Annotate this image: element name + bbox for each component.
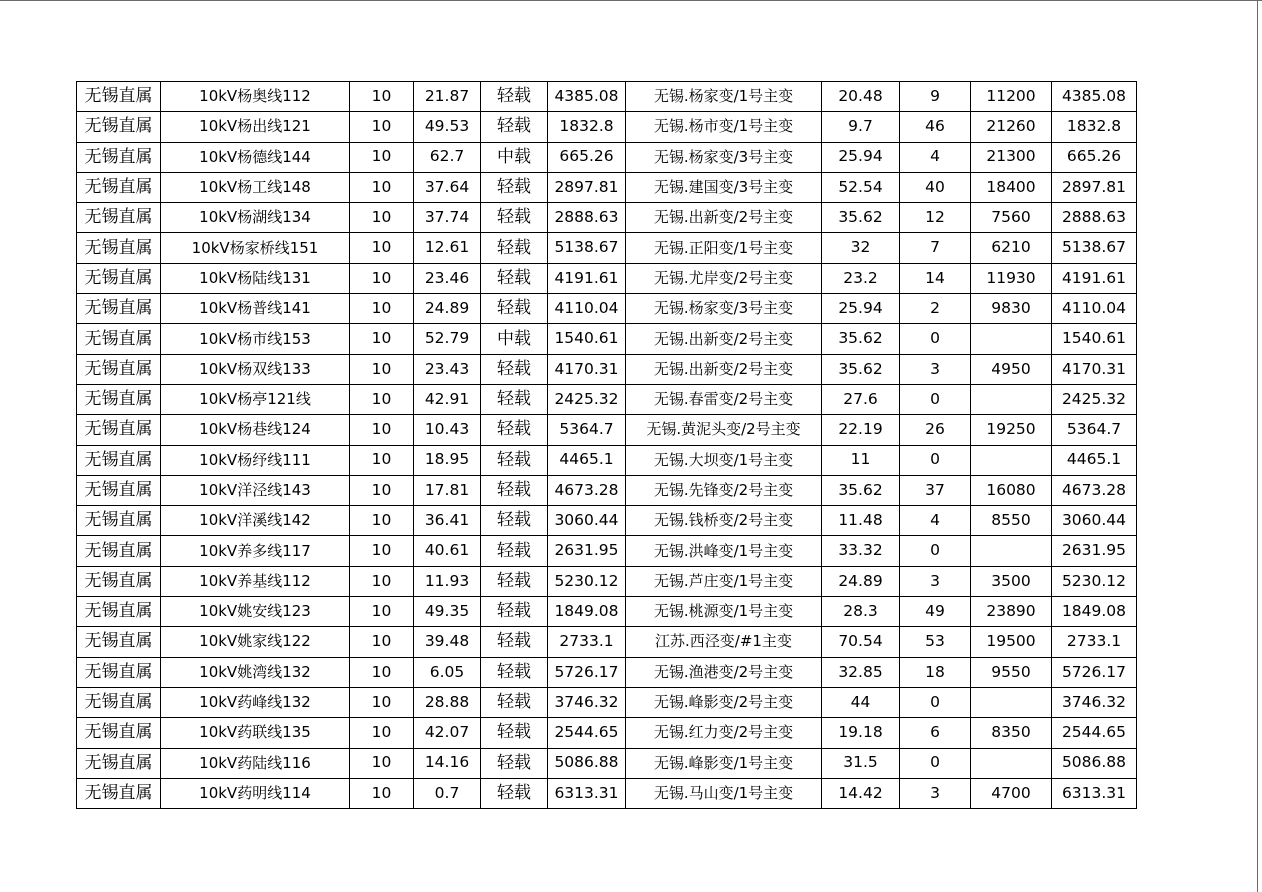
feeder-name-cell: 10kV杨工线148 (161, 172, 350, 202)
table-row (77, 294, 1137, 324)
remaining-capacity-cell: 4385.08 (1052, 82, 1137, 112)
transformer-cell: 无锡.渔港变/2号主变 (626, 657, 822, 687)
voltage-cell: 10 (350, 506, 414, 536)
feeder-name-cell: 10kV药陆线116 (161, 748, 350, 778)
transformer-cell: 无锡.芦庄变/1号主变 (626, 566, 822, 596)
capacity-cell: 8350 (971, 718, 1052, 748)
capacity-cell: 8550 (971, 506, 1052, 536)
org-cell: 无锡直属 (77, 263, 161, 293)
transformer-load-rate-cell: 27.6 (822, 384, 900, 414)
capacity-cell: 3500 (971, 566, 1052, 596)
remaining-capacity-cell: 3060.44 (1052, 506, 1137, 536)
remaining-capacity-cell: 1832.8 (1052, 112, 1137, 142)
remaining-capacity-cell: 665.26 (1052, 142, 1137, 172)
capacity-cell: 19500 (971, 627, 1052, 657)
available-capacity-cell: 2733.1 (548, 627, 626, 657)
table-row (77, 112, 1137, 142)
remaining-capacity-cell: 5086.88 (1052, 748, 1137, 778)
feeder-name-cell: 10kV药联线135 (161, 718, 350, 748)
count-cell: 7 (900, 233, 971, 263)
capacity-cell: 19250 (971, 415, 1052, 445)
voltage-cell: 10 (350, 415, 414, 445)
table-row (77, 475, 1137, 505)
org-cell: 无锡直属 (77, 748, 161, 778)
org-cell: 无锡直属 (77, 597, 161, 627)
load-rate-cell: 14.16 (414, 748, 481, 778)
transformer-load-rate-cell: 9.7 (822, 112, 900, 142)
remaining-capacity-cell: 2888.63 (1052, 203, 1137, 233)
load-status-cell: 中载 (481, 142, 548, 172)
capacity-cell: 23890 (971, 597, 1052, 627)
load-status-cell: 轻载 (481, 597, 548, 627)
transformer-cell: 无锡.春雷变/2号主变 (626, 384, 822, 414)
transformer-load-rate-cell: 33.32 (822, 536, 900, 566)
transformer-load-rate-cell: 32.85 (822, 657, 900, 687)
capacity-cell (971, 384, 1052, 414)
remaining-capacity-cell: 2631.95 (1052, 536, 1137, 566)
remaining-capacity-cell: 2425.32 (1052, 384, 1137, 414)
transformer-cell: 无锡.洪峰变/1号主变 (626, 536, 822, 566)
org-cell: 无锡直属 (77, 778, 161, 808)
transformer-cell: 无锡.建国变/3号主变 (626, 172, 822, 202)
load-rate-cell: 24.89 (414, 294, 481, 324)
transformer-cell: 无锡.桃源变/1号主变 (626, 597, 822, 627)
capacity-cell: 4950 (971, 354, 1052, 384)
load-rate-cell: 49.35 (414, 597, 481, 627)
transformer-load-rate-cell: 35.62 (822, 475, 900, 505)
remaining-capacity-cell: 3746.32 (1052, 687, 1137, 717)
count-cell: 12 (900, 203, 971, 233)
transformer-load-rate-cell: 52.54 (822, 172, 900, 202)
table-row (77, 384, 1137, 414)
voltage-cell: 10 (350, 445, 414, 475)
count-cell: 37 (900, 475, 971, 505)
load-rate-cell: 23.43 (414, 354, 481, 384)
load-rate-cell: 37.74 (414, 203, 481, 233)
transformer-load-rate-cell: 14.42 (822, 778, 900, 808)
transformer-cell: 无锡.尤岸变/2号主变 (626, 263, 822, 293)
feeder-name-cell: 10kV杨湖线134 (161, 203, 350, 233)
count-cell: 4 (900, 142, 971, 172)
count-cell: 0 (900, 687, 971, 717)
table-row (77, 354, 1137, 384)
available-capacity-cell: 5726.17 (548, 657, 626, 687)
remaining-capacity-cell: 2544.65 (1052, 718, 1137, 748)
remaining-capacity-cell: 4191.61 (1052, 263, 1137, 293)
transformer-cell: 无锡.峰影变/2号主变 (626, 687, 822, 717)
transformer-cell: 无锡.出新变/2号主变 (626, 324, 822, 354)
transformer-cell: 无锡.杨家变/3号主变 (626, 142, 822, 172)
feeder-name-cell: 10kV姚湾线132 (161, 657, 350, 687)
remaining-capacity-cell: 5230.12 (1052, 566, 1137, 596)
transformer-load-rate-cell: 28.3 (822, 597, 900, 627)
voltage-cell: 10 (350, 718, 414, 748)
transformer-cell: 无锡.杨家变/3号主变 (626, 294, 822, 324)
capacity-cell: 21260 (971, 112, 1052, 142)
capacity-cell: 9550 (971, 657, 1052, 687)
table-row (77, 536, 1137, 566)
capacity-cell: 11930 (971, 263, 1052, 293)
org-cell: 无锡直属 (77, 233, 161, 263)
voltage-cell: 10 (350, 82, 414, 112)
count-cell: 9 (900, 82, 971, 112)
load-status-cell: 轻载 (481, 687, 548, 717)
available-capacity-cell: 4465.1 (548, 445, 626, 475)
count-cell: 18 (900, 657, 971, 687)
table-row (77, 415, 1137, 445)
remaining-capacity-cell: 5726.17 (1052, 657, 1137, 687)
feeder-name-cell: 10kV药峰线132 (161, 687, 350, 717)
count-cell: 3 (900, 778, 971, 808)
load-rate-cell: 0.7 (414, 778, 481, 808)
voltage-cell: 10 (350, 778, 414, 808)
transformer-load-rate-cell: 23.2 (822, 263, 900, 293)
available-capacity-cell: 4385.08 (548, 82, 626, 112)
org-cell: 无锡直属 (77, 294, 161, 324)
load-status-cell: 轻载 (481, 627, 548, 657)
load-status-cell: 轻载 (481, 415, 548, 445)
voltage-cell: 10 (350, 687, 414, 717)
voltage-cell: 10 (350, 384, 414, 414)
table-row (77, 324, 1137, 354)
load-status-cell: 轻载 (481, 566, 548, 596)
table-row (77, 748, 1137, 778)
page-right-border (1257, 0, 1258, 892)
load-status-cell: 轻载 (481, 657, 548, 687)
table-row (77, 82, 1137, 112)
org-cell: 无锡直属 (77, 687, 161, 717)
transformer-cell: 无锡.出新变/2号主变 (626, 203, 822, 233)
transformer-cell: 无锡.红力变/2号主变 (626, 718, 822, 748)
available-capacity-cell: 4170.31 (548, 354, 626, 384)
available-capacity-cell: 5138.67 (548, 233, 626, 263)
load-rate-cell: 11.93 (414, 566, 481, 596)
transformer-load-rate-cell: 32 (822, 233, 900, 263)
table-row (77, 627, 1137, 657)
load-status-cell: 轻载 (481, 233, 548, 263)
load-status-cell: 轻载 (481, 748, 548, 778)
feeder-name-cell: 10kV杨纾线111 (161, 445, 350, 475)
voltage-cell: 10 (350, 324, 414, 354)
transformer-cell: 江苏.西泾变/#1主变 (626, 627, 822, 657)
transformer-load-rate-cell: 35.62 (822, 324, 900, 354)
transformer-cell: 无锡.马山变/1号主变 (626, 778, 822, 808)
load-status-cell: 轻载 (481, 718, 548, 748)
voltage-cell: 10 (350, 203, 414, 233)
load-rate-cell: 17.81 (414, 475, 481, 505)
remaining-capacity-cell: 1849.08 (1052, 597, 1137, 627)
capacity-cell: 6210 (971, 233, 1052, 263)
feeder-name-cell: 10kV姚安线123 (161, 597, 350, 627)
table-row (77, 687, 1137, 717)
transformer-cell: 无锡.正阳变/1号主变 (626, 233, 822, 263)
transformer-load-rate-cell: 44 (822, 687, 900, 717)
transformer-load-rate-cell: 70.54 (822, 627, 900, 657)
load-status-cell: 轻载 (481, 445, 548, 475)
available-capacity-cell: 1832.8 (548, 112, 626, 142)
org-cell: 无锡直属 (77, 506, 161, 536)
available-capacity-cell: 4191.61 (548, 263, 626, 293)
table-row (77, 172, 1137, 202)
table-row (77, 142, 1137, 172)
count-cell: 6 (900, 718, 971, 748)
voltage-cell: 10 (350, 233, 414, 263)
feeder-name-cell: 10kV姚家线122 (161, 627, 350, 657)
org-cell: 无锡直属 (77, 475, 161, 505)
load-rate-cell: 49.53 (414, 112, 481, 142)
remaining-capacity-cell: 4110.04 (1052, 294, 1137, 324)
org-cell: 无锡直属 (77, 566, 161, 596)
table-row (77, 778, 1137, 808)
transformer-load-rate-cell: 25.94 (822, 294, 900, 324)
page-top-border (0, 0, 1262, 1)
table-row (77, 203, 1137, 233)
available-capacity-cell: 5086.88 (548, 748, 626, 778)
voltage-cell: 10 (350, 354, 414, 384)
voltage-cell: 10 (350, 172, 414, 202)
transformer-load-rate-cell: 11 (822, 445, 900, 475)
voltage-cell: 10 (350, 294, 414, 324)
load-status-cell: 中载 (481, 324, 548, 354)
capacity-cell: 16080 (971, 475, 1052, 505)
transformer-load-rate-cell: 25.94 (822, 142, 900, 172)
feeder-load-table (76, 81, 1137, 809)
org-cell: 无锡直属 (77, 142, 161, 172)
transformer-cell: 无锡.黄泥头变/2号主变 (626, 415, 822, 445)
capacity-cell: 7560 (971, 203, 1052, 233)
org-cell: 无锡直属 (77, 445, 161, 475)
remaining-capacity-cell: 5138.67 (1052, 233, 1137, 263)
load-status-cell: 轻载 (481, 778, 548, 808)
load-status-cell: 轻载 (481, 112, 548, 142)
voltage-cell: 10 (350, 566, 414, 596)
transformer-load-rate-cell: 24.89 (822, 566, 900, 596)
transformer-load-rate-cell: 22.19 (822, 415, 900, 445)
load-rate-cell: 12.61 (414, 233, 481, 263)
transformer-cell: 无锡.出新变/2号主变 (626, 354, 822, 384)
feeder-name-cell: 10kV杨德线144 (161, 142, 350, 172)
count-cell: 0 (900, 324, 971, 354)
available-capacity-cell: 2544.65 (548, 718, 626, 748)
org-cell: 无锡直属 (77, 657, 161, 687)
voltage-cell: 10 (350, 536, 414, 566)
capacity-cell (971, 748, 1052, 778)
table-row (77, 506, 1137, 536)
available-capacity-cell: 2425.32 (548, 384, 626, 414)
load-rate-cell: 28.88 (414, 687, 481, 717)
org-cell: 无锡直属 (77, 82, 161, 112)
capacity-cell (971, 687, 1052, 717)
count-cell: 0 (900, 384, 971, 414)
org-cell: 无锡直属 (77, 112, 161, 142)
load-rate-cell: 42.07 (414, 718, 481, 748)
transformer-cell: 无锡.先锋变/2号主变 (626, 475, 822, 505)
count-cell: 46 (900, 112, 971, 142)
transformer-cell: 无锡.钱桥变/2号主变 (626, 506, 822, 536)
org-cell: 无锡直属 (77, 415, 161, 445)
transformer-cell: 无锡.杨市变/1号主变 (626, 112, 822, 142)
load-rate-cell: 18.95 (414, 445, 481, 475)
load-rate-cell: 52.79 (414, 324, 481, 354)
load-status-cell: 轻载 (481, 384, 548, 414)
capacity-cell: 21300 (971, 142, 1052, 172)
load-rate-cell: 39.48 (414, 627, 481, 657)
load-status-cell: 轻载 (481, 82, 548, 112)
feeder-name-cell: 10kV杨家桥线151 (161, 233, 350, 263)
load-status-cell: 轻载 (481, 506, 548, 536)
transformer-load-rate-cell: 11.48 (822, 506, 900, 536)
load-status-cell: 轻载 (481, 203, 548, 233)
org-cell: 无锡直属 (77, 203, 161, 233)
feeder-name-cell: 10kV养多线117 (161, 536, 350, 566)
feeder-name-cell: 10kV杨亭121线 (161, 384, 350, 414)
remaining-capacity-cell: 4170.31 (1052, 354, 1137, 384)
load-status-cell: 轻载 (481, 475, 548, 505)
available-capacity-cell: 6313.31 (548, 778, 626, 808)
count-cell: 4 (900, 506, 971, 536)
remaining-capacity-cell: 5364.7 (1052, 415, 1137, 445)
feeder-name-cell: 10kV杨巷线124 (161, 415, 350, 445)
org-cell: 无锡直属 (77, 324, 161, 354)
count-cell: 0 (900, 748, 971, 778)
table-row (77, 597, 1137, 627)
available-capacity-cell: 5230.12 (548, 566, 626, 596)
transformer-load-rate-cell: 19.18 (822, 718, 900, 748)
capacity-cell (971, 324, 1052, 354)
load-rate-cell: 10.43 (414, 415, 481, 445)
voltage-cell: 10 (350, 657, 414, 687)
feeder-name-cell: 10kV药明线114 (161, 778, 350, 808)
available-capacity-cell: 2888.63 (548, 203, 626, 233)
available-capacity-cell: 3060.44 (548, 506, 626, 536)
load-status-cell: 轻载 (481, 536, 548, 566)
load-rate-cell: 6.05 (414, 657, 481, 687)
org-cell: 无锡直属 (77, 172, 161, 202)
table-row (77, 445, 1137, 475)
load-rate-cell: 37.64 (414, 172, 481, 202)
count-cell: 40 (900, 172, 971, 202)
load-rate-cell: 36.41 (414, 506, 481, 536)
voltage-cell: 10 (350, 597, 414, 627)
count-cell: 14 (900, 263, 971, 293)
table-row (77, 233, 1137, 263)
org-cell: 无锡直属 (77, 627, 161, 657)
feeder-name-cell: 10kV杨市线153 (161, 324, 350, 354)
capacity-cell: 4700 (971, 778, 1052, 808)
load-rate-cell: 62.7 (414, 142, 481, 172)
count-cell: 2 (900, 294, 971, 324)
feeder-name-cell: 10kV养基线112 (161, 566, 350, 596)
voltage-cell: 10 (350, 263, 414, 293)
available-capacity-cell: 665.26 (548, 142, 626, 172)
feeder-name-cell: 10kV杨普线141 (161, 294, 350, 324)
table-row (77, 718, 1137, 748)
load-status-cell: 轻载 (481, 294, 548, 324)
load-rate-cell: 23.46 (414, 263, 481, 293)
table-row (77, 657, 1137, 687)
capacity-cell (971, 445, 1052, 475)
available-capacity-cell: 2897.81 (548, 172, 626, 202)
load-status-cell: 轻载 (481, 172, 548, 202)
transformer-load-rate-cell: 35.62 (822, 354, 900, 384)
feeder-name-cell: 10kV洋泾线143 (161, 475, 350, 505)
capacity-cell (971, 536, 1052, 566)
available-capacity-cell: 5364.7 (548, 415, 626, 445)
table-row (77, 263, 1137, 293)
count-cell: 49 (900, 597, 971, 627)
transformer-load-rate-cell: 31.5 (822, 748, 900, 778)
available-capacity-cell: 1540.61 (548, 324, 626, 354)
count-cell: 26 (900, 415, 971, 445)
load-status-cell: 轻载 (481, 354, 548, 384)
load-rate-cell: 40.61 (414, 536, 481, 566)
org-cell: 无锡直属 (77, 384, 161, 414)
transformer-cell: 无锡.杨家变/1号主变 (626, 82, 822, 112)
feeder-name-cell: 10kV杨陆线131 (161, 263, 350, 293)
remaining-capacity-cell: 4465.1 (1052, 445, 1137, 475)
available-capacity-cell: 1849.08 (548, 597, 626, 627)
transformer-cell: 无锡.大坝变/1号主变 (626, 445, 822, 475)
remaining-capacity-cell: 2733.1 (1052, 627, 1137, 657)
voltage-cell: 10 (350, 627, 414, 657)
voltage-cell: 10 (350, 475, 414, 505)
remaining-capacity-cell: 6313.31 (1052, 778, 1137, 808)
capacity-cell: 18400 (971, 172, 1052, 202)
load-rate-cell: 42.91 (414, 384, 481, 414)
transformer-load-rate-cell: 20.48 (822, 82, 900, 112)
available-capacity-cell: 2631.95 (548, 536, 626, 566)
capacity-cell: 9830 (971, 294, 1052, 324)
table-row (77, 566, 1137, 596)
capacity-cell: 11200 (971, 82, 1052, 112)
count-cell: 3 (900, 354, 971, 384)
count-cell: 0 (900, 536, 971, 566)
table-body (77, 82, 1137, 809)
transformer-cell: 无锡.峰影变/1号主变 (626, 748, 822, 778)
feeder-name-cell: 10kV洋溪线142 (161, 506, 350, 536)
load-rate-cell: 21.87 (414, 82, 481, 112)
transformer-load-rate-cell: 35.62 (822, 203, 900, 233)
remaining-capacity-cell: 4673.28 (1052, 475, 1137, 505)
available-capacity-cell: 4110.04 (548, 294, 626, 324)
org-cell: 无锡直属 (77, 354, 161, 384)
voltage-cell: 10 (350, 748, 414, 778)
voltage-cell: 10 (350, 142, 414, 172)
available-capacity-cell: 3746.32 (548, 687, 626, 717)
feeder-name-cell: 10kV杨双线133 (161, 354, 350, 384)
count-cell: 53 (900, 627, 971, 657)
voltage-cell: 10 (350, 112, 414, 142)
count-cell: 0 (900, 445, 971, 475)
feeder-name-cell: 10kV杨奥线112 (161, 82, 350, 112)
load-status-cell: 轻载 (481, 263, 548, 293)
remaining-capacity-cell: 1540.61 (1052, 324, 1137, 354)
org-cell: 无锡直属 (77, 536, 161, 566)
available-capacity-cell: 4673.28 (548, 475, 626, 505)
org-cell: 无锡直属 (77, 718, 161, 748)
feeder-name-cell: 10kV杨出线121 (161, 112, 350, 142)
remaining-capacity-cell: 2897.81 (1052, 172, 1137, 202)
count-cell: 3 (900, 566, 971, 596)
